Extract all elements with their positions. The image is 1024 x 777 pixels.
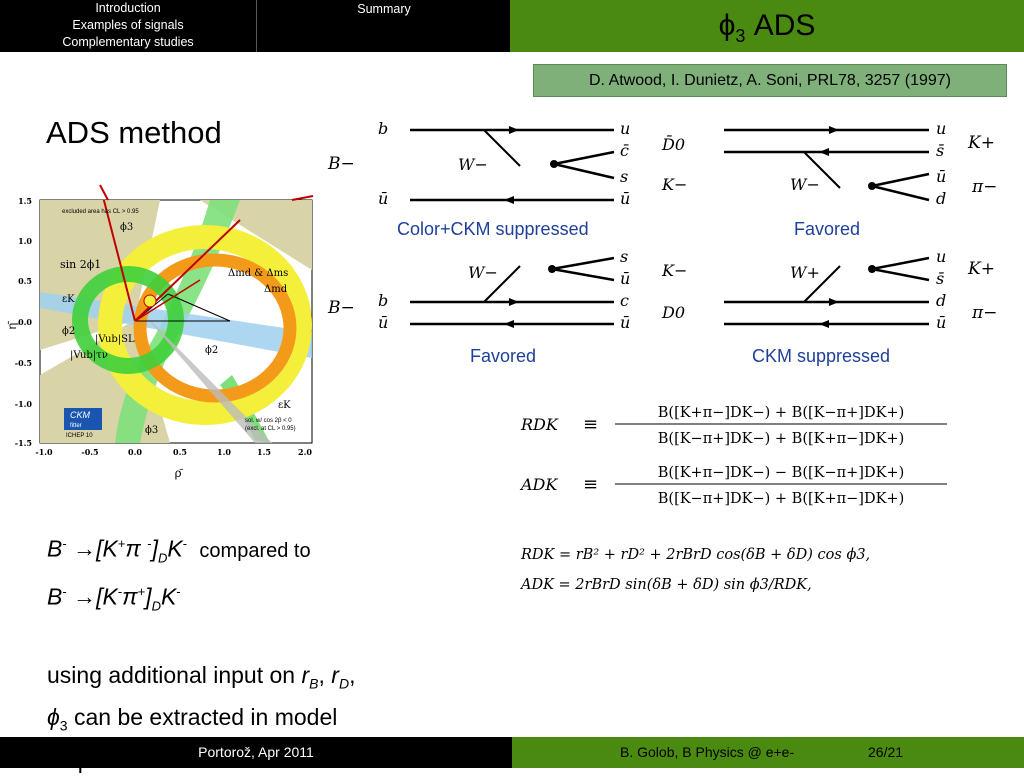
- epsk-label-left: εK: [62, 294, 75, 305]
- quark-label: c̄: [620, 141, 629, 160]
- quark-label: b: [378, 291, 389, 310]
- meson-label: D̄0: [662, 135, 686, 154]
- y-tick: 1.5: [18, 196, 32, 206]
- slide-title-rendered: $\phi_3$ ADS: [718, 9, 816, 46]
- quark-label: u: [936, 119, 947, 138]
- boson-label: W−: [790, 175, 820, 194]
- quark-label: s̄: [936, 269, 945, 288]
- x-axis-label: ρ̄: [174, 466, 182, 480]
- quark-label: u: [936, 247, 947, 266]
- y-axis-label: η̄: [5, 322, 19, 330]
- adk-expression: ADK = 2rBrD sin(δB + δD) sin ϕ3/RDK,: [521, 577, 812, 593]
- phi2-label-left: ϕ2: [62, 326, 76, 337]
- adk-label: ADK: [521, 475, 558, 494]
- sol-label: sol. w/ cos 2β < 0: [245, 418, 292, 424]
- x-axis-ticks: [35, 447, 312, 457]
- x-tick: 0.0: [128, 447, 142, 457]
- quark-label: s: [620, 247, 629, 266]
- quark-label: c: [620, 291, 629, 310]
- x-tick: 1.0: [217, 447, 231, 457]
- dmd-label: Δmd: [264, 284, 288, 295]
- y-axis-ticks: [15, 196, 33, 448]
- quark-label: s: [620, 167, 629, 186]
- quark-label: d: [936, 189, 947, 208]
- rdk-label: RDK: [521, 415, 558, 434]
- diagram-caption: Color+CKM suppressed: [397, 219, 589, 239]
- epsk-label-right: εK: [278, 400, 291, 411]
- quark-label: u: [620, 119, 631, 138]
- diagram-favored-top: [661, 119, 997, 239]
- meson-label: B−: [328, 298, 355, 318]
- boson-label: W+: [790, 263, 820, 282]
- formula-definitions: [515, 392, 955, 517]
- quark-label: ū: [620, 313, 631, 332]
- dmd-dms-label: Δmd & Δms: [228, 268, 289, 279]
- unitarity-plot: [0, 180, 330, 510]
- footer-info: [512, 737, 1024, 768]
- meson-label: K+: [968, 133, 995, 153]
- fitter-logo-text: fitter: [70, 423, 82, 429]
- x-tick: -1.0: [35, 447, 53, 457]
- equiv-sign: ≡: [583, 414, 599, 435]
- quark-label: ū: [620, 189, 631, 208]
- x-tick: 2.0: [298, 447, 312, 457]
- rdk-numerator: B([K+π−]DK−) + B([K−π+]DK+): [657, 405, 905, 421]
- adk-numerator: B([K+π−]DK−) − B([K−π+]DK+): [657, 465, 905, 481]
- decay-line-2: $B^- \to[K^-\pi^+]_DK^-$: [47, 583, 181, 614]
- ckm-logo-text: CKM: [70, 410, 90, 420]
- slide-heading: ADS method: [46, 115, 222, 150]
- rdk-denominator: B([K−π+]DK−) + B([K+π−]DK+): [657, 431, 905, 447]
- header-bar: [0, 0, 1024, 52]
- phi3-label: ϕ3: [120, 222, 134, 233]
- footer-bar: [0, 737, 1024, 768]
- meson-label: π−: [972, 177, 998, 197]
- meson-label: K+: [968, 259, 995, 279]
- x-tick: 1.5: [257, 447, 271, 457]
- quark-label: ū: [378, 189, 389, 208]
- y-tick: 0.5: [18, 276, 32, 286]
- meson-label: B−: [328, 154, 355, 174]
- section-nav: [0, 0, 256, 52]
- nav-item-summary[interactable]: Summary: [256, 0, 511, 52]
- meson-label: π−: [972, 303, 998, 323]
- compared-to: compared to: [199, 539, 311, 562]
- equiv-sign: ≡: [583, 474, 599, 495]
- quark-label: b: [378, 119, 389, 138]
- slide-title: [510, 0, 1024, 52]
- diagram-favored-bottom: [327, 247, 630, 366]
- vub-tau-label: |Vub|τν: [70, 350, 108, 361]
- quark-label: s̄: [936, 141, 945, 160]
- rdk-expression: RDK = rB² + rD² + 2rBrD cos(δB + δD) cos ϕ3,: [521, 547, 871, 563]
- quark-label: ū: [378, 313, 389, 332]
- nav-item-complementary[interactable]: Complementary studies: [62, 35, 194, 49]
- y-tick: -1.0: [14, 399, 32, 409]
- usage-line-1: using additional input on $r_B$, $r_D$,: [47, 661, 356, 692]
- vub-sl-label: |Vub|SL: [95, 334, 135, 345]
- phi3-label-bottom: ϕ3: [145, 425, 159, 436]
- quark-label: ū: [620, 269, 631, 288]
- meson-label: D0: [662, 303, 686, 322]
- nav-item-examples[interactable]: Examples of signals: [72, 18, 184, 32]
- ichep-label: ICHEP 10: [66, 433, 93, 439]
- usage-line-2: $\phi_3$ can be extracted in model: [47, 704, 338, 734]
- meson-label: K−: [662, 175, 688, 194]
- quark-label: ū: [936, 167, 947, 186]
- footer-speaker: B. Golob, B Physics @ e+e-: [620, 744, 795, 760]
- boson-label: W−: [468, 263, 498, 282]
- excl-label: (excl. at CL > 0.95): [245, 426, 296, 432]
- nav-item-introduction[interactable]: Introduction: [95, 1, 161, 15]
- x-tick: -0.5: [81, 447, 99, 457]
- quark-label: ū: [936, 313, 947, 332]
- sin2phi1-label: sin 2ϕ1: [60, 258, 102, 271]
- formula-expressions: [515, 535, 955, 605]
- x-tick: 0.5: [173, 447, 187, 457]
- reference-box: D. Atwood, I. Dunietz, A. Soni, PRL78, 3257 (1997): [533, 64, 1007, 97]
- quark-label: d: [936, 291, 947, 310]
- diagram-caption: Favored: [470, 346, 537, 366]
- y-tick: 1.0: [18, 236, 32, 246]
- y-tick: -0.5: [14, 358, 32, 368]
- diagram-caption: Favored: [794, 219, 861, 239]
- page-number: 26/21: [868, 744, 904, 760]
- diagram-color-ckm-suppressed: [327, 119, 630, 239]
- diagram-ckm-suppressed: [661, 247, 997, 366]
- excluded-label: excluded area has CL > 0.95: [62, 209, 139, 215]
- footer-venue: Portorož, Apr 2011: [0, 737, 512, 768]
- boson-label: W−: [458, 155, 488, 174]
- meson-label: K−: [662, 261, 688, 280]
- feynman-diagrams: [324, 112, 1024, 372]
- decay-line-1: B- →[K+π $^-]_DK^-$ compared to: [47, 535, 311, 566]
- y-tick: -1.5: [14, 438, 32, 448]
- y-tick: 0.0: [18, 317, 32, 327]
- diagram-caption: CKM suppressed: [752, 346, 891, 366]
- adk-denominator: B([K−π+]DK−) + B([K+π−]DK+): [657, 491, 905, 507]
- phi2-label-right: ϕ2: [205, 345, 219, 356]
